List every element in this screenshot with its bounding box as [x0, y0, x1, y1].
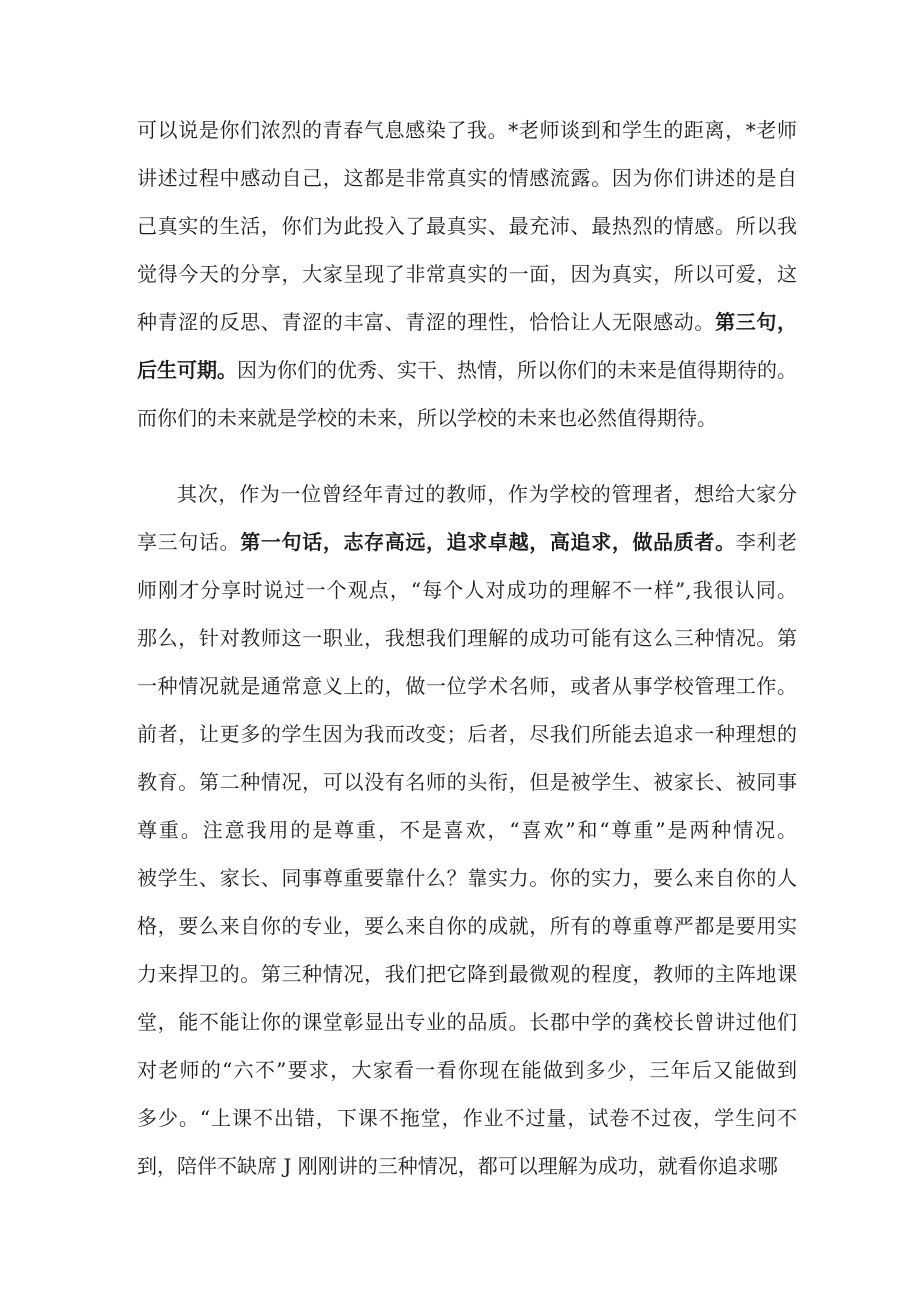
text-line	[137, 154, 797, 202]
text-run: 堂，能不能让你的课堂彰显出专业的品质。长郡中学的龚校长曾讲过他们	[137, 1010, 797, 1034]
text-line	[137, 518, 797, 566]
text-run: 教育。第二种情况，可以没有名师的头衔，但是被学生、被家长、被同事	[137, 770, 797, 794]
text-run: 那么，针对教师这一职业，我想我们理解的成功可能有这么三种情况。第	[137, 626, 797, 650]
text-line	[137, 346, 797, 394]
text-run: 讲述过程中感动自己，这都是非常真实的情感流露。因为你们讲述的是自	[137, 166, 797, 190]
text-line	[137, 806, 797, 854]
text-run: 因为你们的优秀、实干、热情，所以你们的未来是值得期待的。	[237, 358, 797, 382]
text-line	[137, 1142, 797, 1190]
paragraph-1	[137, 106, 797, 442]
text-run: 而你们的未来就是学校的未来，所以学校的未来也必然值得期待。	[137, 406, 717, 430]
text-line	[137, 1094, 797, 1142]
bold-text-run: 后生可期。	[137, 358, 237, 382]
text-run: 对老师的“六不”要求，大家看一看你现在能做到多少，三年后又能做到	[137, 1058, 797, 1082]
text-run: 享三句话。	[137, 530, 241, 554]
text-line	[137, 1046, 797, 1094]
text-line	[137, 566, 797, 614]
text-run: 其次，作为一位曾经年青过的教师，作为学校的管理者，想给大家分	[177, 482, 797, 506]
text-line	[137, 902, 797, 950]
text-run: 种青涩的反思、青涩的丰富、青涩的理性，恰恰让人无限感动。	[137, 310, 716, 334]
text-run: 可以说是你们浓烈的青春气息感染了我。*老师谈到和学生的距离，*老师	[137, 118, 797, 142]
text-run: 被学生、家长、同事尊重要靠什么？靠实力。你的实力，要么来自你的人	[137, 866, 797, 890]
text-line	[137, 394, 797, 442]
text-line	[137, 854, 797, 902]
bold-text-run: 第一句话，志存高远，追求卓越，高追求，做品质者。	[240, 530, 736, 554]
text-run: 一种情况就是通常意义上的，做一位学术名师，或者从事学校管理工作。	[137, 674, 797, 698]
text-line	[137, 614, 797, 662]
text-run: 李利老	[735, 530, 798, 554]
text-run: 己真实的生活，你们为此投入了最真实、最充沛、最热烈的情感。所以我	[137, 214, 797, 238]
text-line	[137, 106, 797, 154]
text-run: 多少。“上课不出错，下课不拖堂，作业不过量，试卷不过夜，学生问不	[137, 1106, 797, 1130]
text-line	[137, 950, 797, 998]
text-line	[137, 250, 797, 298]
text-run: 尊重。注意我用的是尊重，不是喜欢，“喜欢”和“尊重”是两种情况。	[137, 818, 797, 842]
text-run: 师刚才分享时说过一个观点，“每个人对成功的理解不一样”,我很认同。	[137, 578, 797, 602]
text-line	[137, 202, 797, 250]
text-line	[137, 298, 797, 346]
text-run: 格，要么来自你的专业，要么来自你的成就，所有的尊重尊严都是要用实	[137, 914, 797, 938]
text-run: 力来捍卫的。第三种情况，我们把它降到最微观的程度，教师的主阵地课	[137, 962, 797, 986]
bold-text-run: 第三句，	[715, 310, 798, 334]
text-line	[137, 470, 797, 518]
text-run: 到，陪伴不缺席 J 刚刚讲的三种情况，都可以理解为成功，就看你追求哪	[137, 1154, 778, 1178]
text-run: 觉得今天的分享，大家呈现了非常真实的一面，因为真实，所以可爱，这	[137, 262, 797, 286]
text-line	[137, 662, 797, 710]
text-line	[137, 710, 797, 758]
paragraph-2	[137, 470, 797, 1190]
text-line	[137, 758, 797, 806]
text-run: 前者，让更多的学生因为我而改变；后者，尽我们所能去追求一种理想的	[137, 722, 797, 746]
text-line	[137, 998, 797, 1046]
